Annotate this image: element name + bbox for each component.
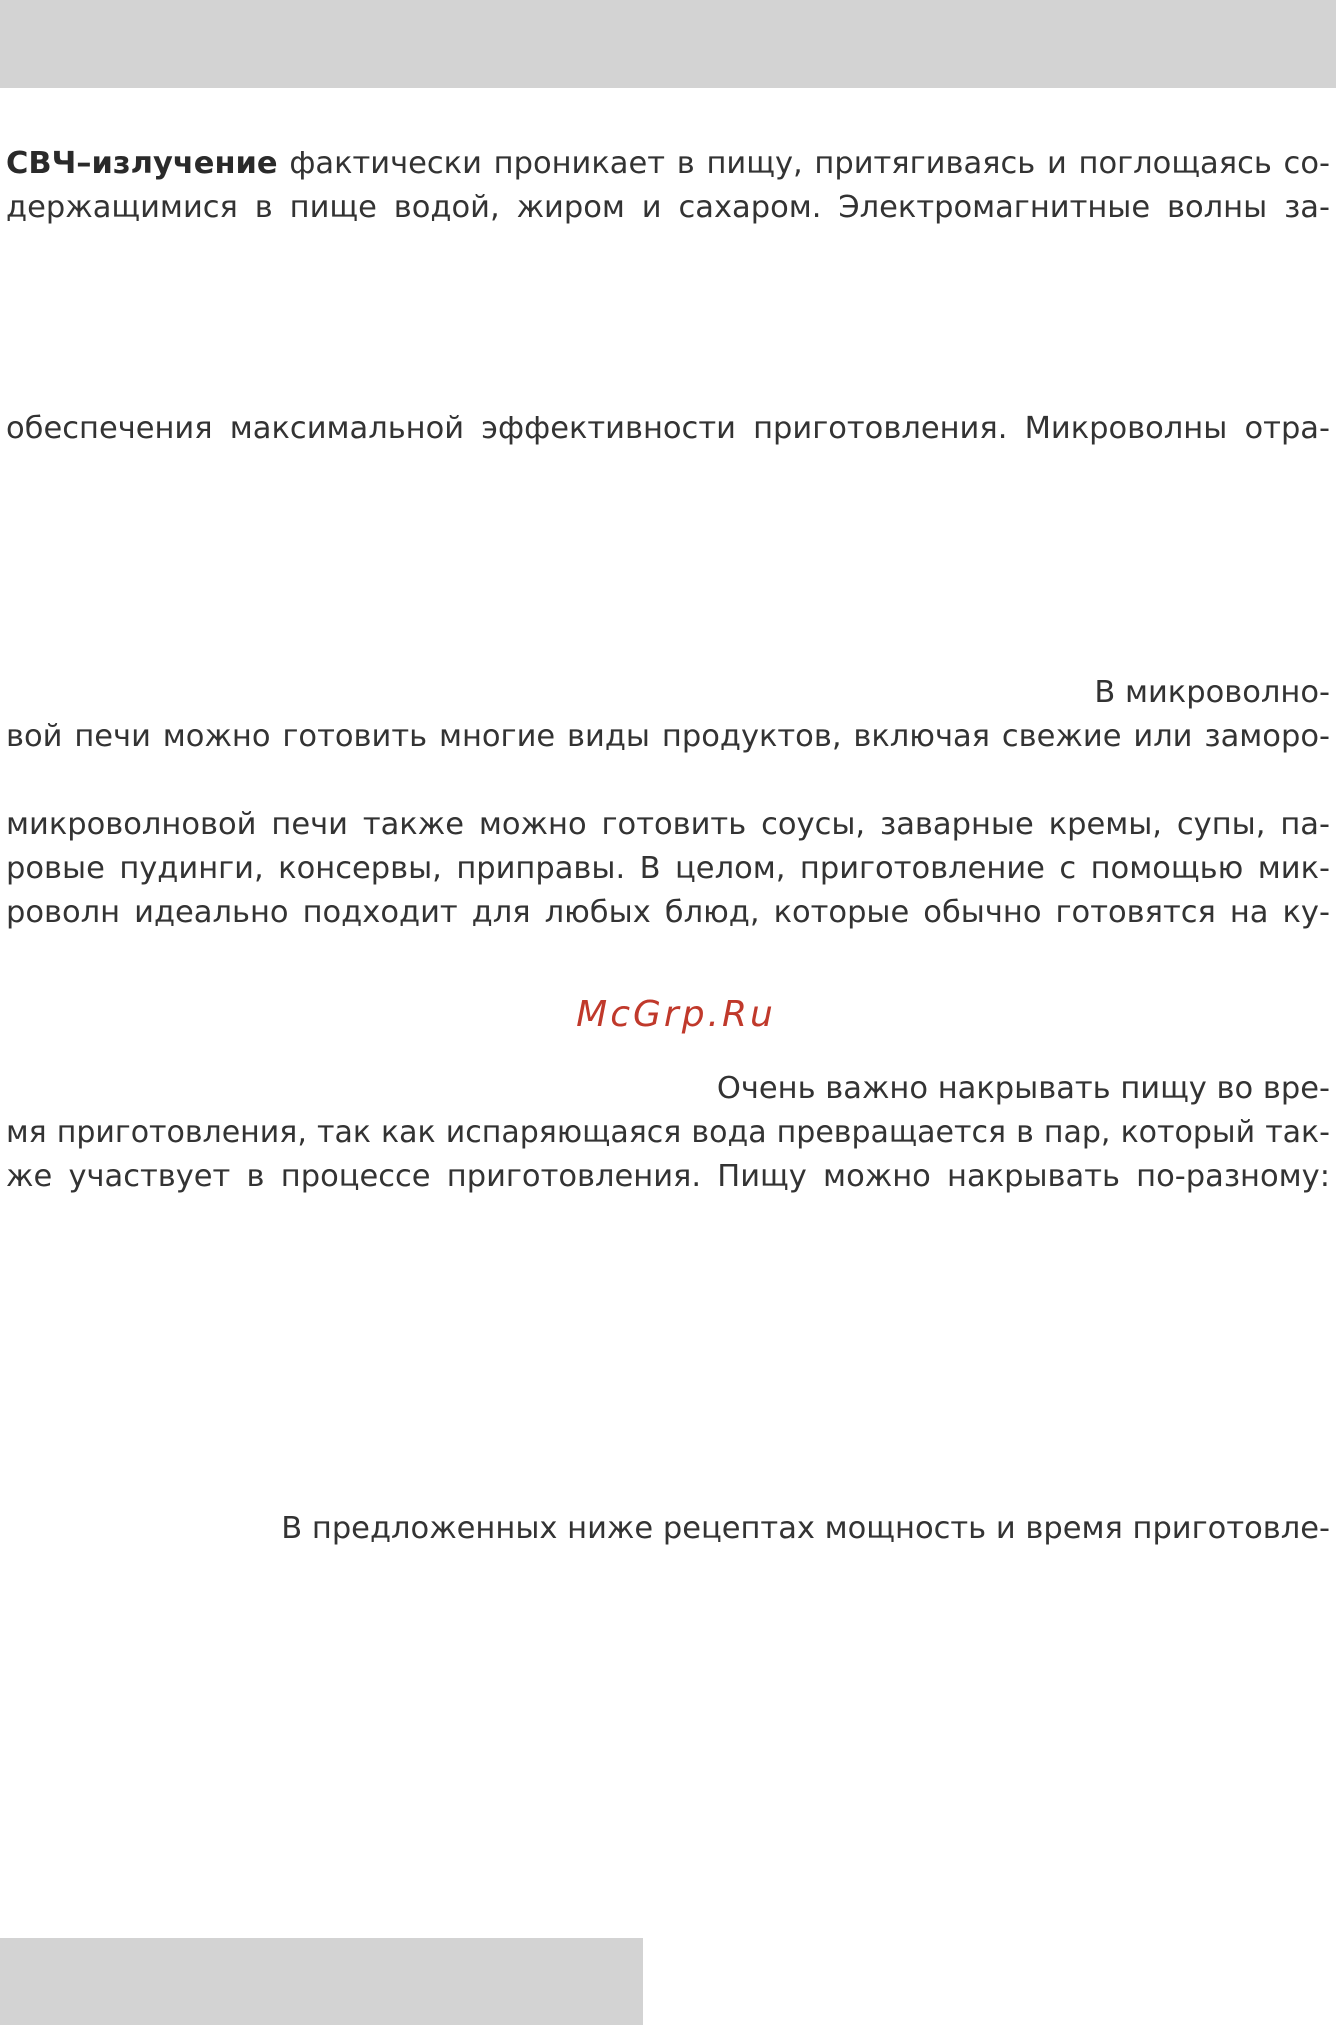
text-segment: фактически проникает в пищу, притягиваясь и поглощаясь со- (277, 146, 1330, 181)
text-line: обеспечения максимальной эффективности приготовления. Микроволны отра- (6, 411, 1330, 446)
text-line: В микроволно- (1094, 675, 1330, 710)
bold-term: СВЧ–излучение (6, 146, 278, 181)
text-line: роволн идеально подходит для любых блюд, которые обычно готовятся на ку- (6, 895, 1330, 930)
text-line: ровые пудинги, консервы, приправы. В целом, приготовление с помощью мик- (6, 851, 1330, 886)
text-line: вой печи можно готовить многие виды продуктов, включая свежие или заморо- (6, 719, 1330, 754)
text-line: Очень важно накрывать пищу во вре- (716, 1071, 1330, 1106)
text-line (6, 142, 1330, 186)
text-line: мя приготовления, так как испаряющаяся вода превращается в пар, который так- (6, 1115, 1330, 1150)
watermark-text: McGrp.Ru (576, 994, 776, 1035)
text-line: держащимися в пище водой, жиром и сахаром. Электромагнитные волны за- (6, 190, 1330, 225)
text-line: В предложенных ниже рецептах мощность и время приготовле- (281, 1511, 1330, 1546)
text-line: микроволновой печи также можно готовить соусы, заварные кремы, супы, па- (6, 807, 1330, 842)
header-band (0, 0, 1336, 88)
text-line: же участвует в процессе приготовления. Пищу можно накрывать по-разному: (6, 1159, 1330, 1194)
footer-band (0, 1938, 643, 2025)
